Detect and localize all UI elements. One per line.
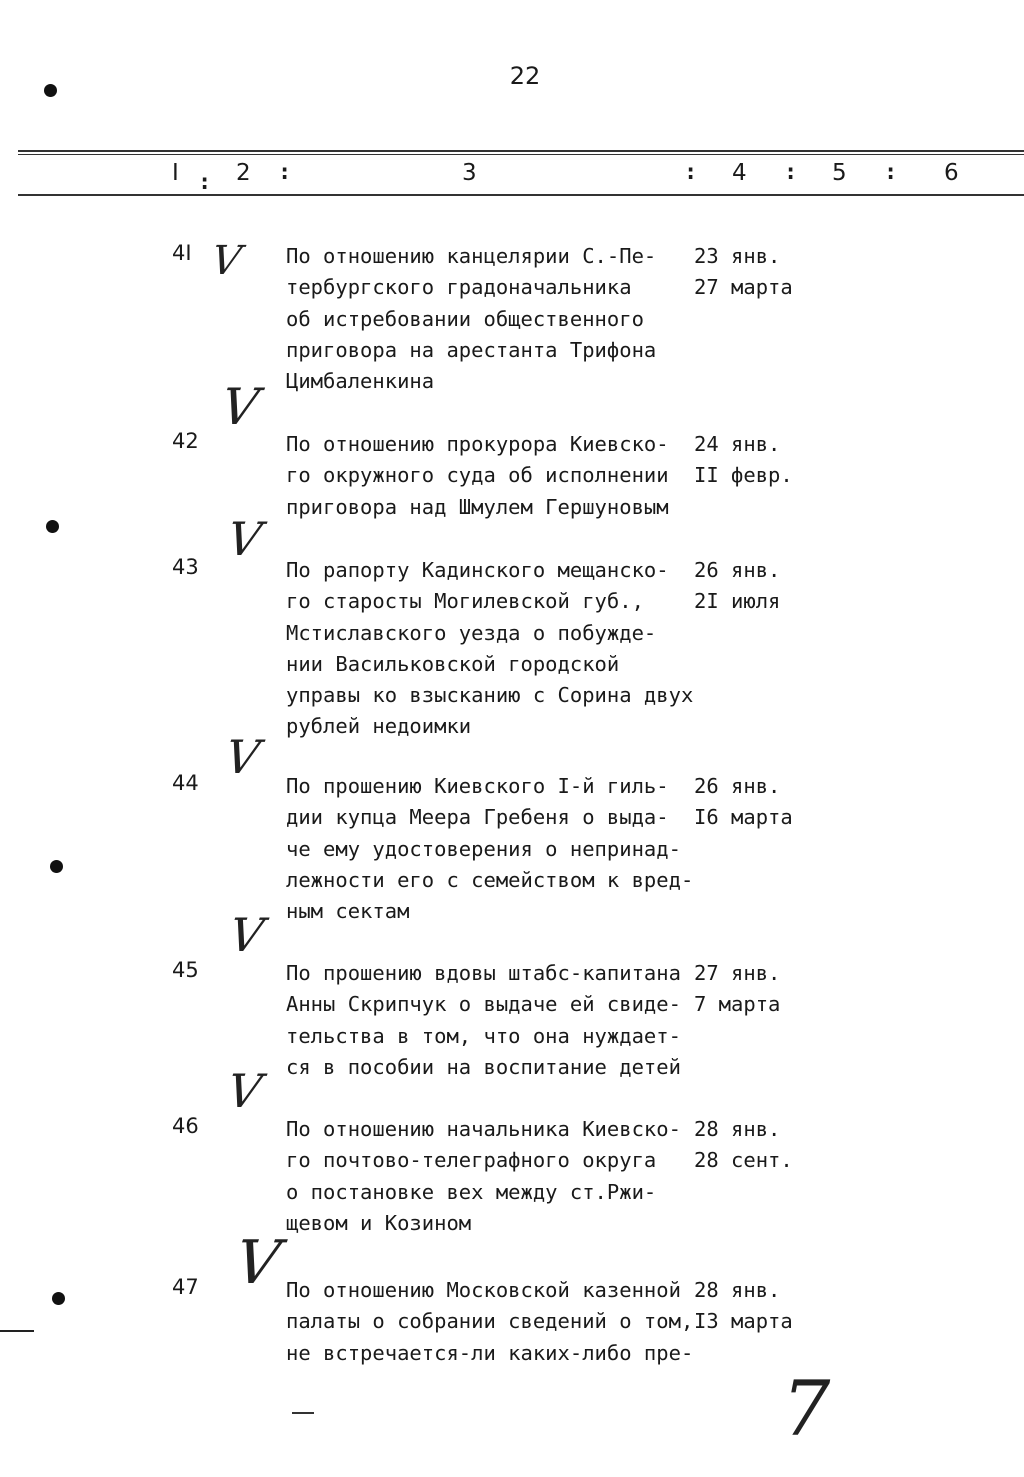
description-line: ным сектам	[286, 899, 410, 924]
description-line: го почтово-телеграфного округа	[286, 1148, 657, 1173]
header-rule-top-double	[18, 154, 1024, 155]
description-line: управы ко взысканию с Сорина двух	[286, 683, 694, 708]
handwritten-folio-number: 7	[782, 1364, 831, 1453]
entry-description	[286, 771, 706, 927]
description-line: Анны Скрипчук о выдаче ей свиде-	[286, 992, 681, 1017]
entry-description	[286, 1114, 706, 1239]
handwritten-check-mark: V	[231, 1228, 285, 1298]
description-line: тербургского градоначальника	[286, 275, 632, 300]
description-line: не встречается-ли каких-либо пре-	[286, 1340, 694, 1365]
description-line: нии Васильковской городской	[286, 651, 620, 676]
description-line: че ему удостоверения о непринад-	[286, 836, 681, 861]
description-line: щевом и Козином	[286, 1210, 472, 1235]
page-number: 22	[509, 62, 541, 90]
description-line: лежности его с семейством к вред-	[286, 867, 694, 892]
end-date: II февр.	[694, 463, 793, 488]
entry-number: 44	[172, 771, 199, 795]
description-line: рублей недоимки	[286, 714, 472, 739]
punch-hole	[52, 1292, 65, 1305]
column-separator: :	[684, 160, 698, 185]
description-line: приговора над Шмулем Гершуновым	[286, 494, 669, 519]
handwritten-check-mark: V	[222, 730, 264, 784]
column-separator: :	[784, 160, 798, 185]
entry-number: 4I	[172, 241, 192, 265]
entry-description	[286, 1275, 706, 1369]
description-line: го старосты Могилевской губ.,	[286, 589, 644, 614]
header-rule-bottom	[18, 194, 1024, 196]
description-line: По отношению канцелярии С.-Пе-	[286, 244, 657, 268]
handwritten-check-mark: V	[226, 908, 268, 962]
start-date: 26 янв.	[694, 774, 781, 798]
description-line: Цимбаленкина	[286, 369, 435, 394]
column-separator: :	[278, 160, 292, 185]
entry-dates	[694, 771, 824, 834]
description-line: По отношению начальника Киевско-	[286, 1117, 681, 1141]
description-line: ся в пособии на воспитание детей	[286, 1054, 681, 1079]
start-date: 24 янв.	[694, 432, 781, 456]
punch-hole	[44, 84, 57, 97]
margin-mark	[0, 1330, 34, 1332]
end-date: I6 марта	[694, 805, 793, 830]
column-separator: :	[884, 160, 898, 185]
column-header-6: 6	[944, 160, 959, 186]
entry-description	[286, 241, 706, 397]
description-line: По прошению вдовы штабс-капитана	[286, 961, 681, 985]
end-date: 28 сент.	[694, 1148, 793, 1173]
entry-dates	[694, 241, 824, 304]
handwritten-check-mark: V	[208, 238, 245, 284]
punch-hole	[46, 520, 59, 533]
end-date: 27 марта	[694, 275, 793, 300]
description-line: го окружного суда об исполнении	[286, 463, 669, 488]
column-header-3: 3	[462, 160, 477, 186]
entry-dates	[694, 555, 824, 618]
handwritten-check-mark: V	[217, 378, 263, 436]
entry-description	[286, 429, 706, 523]
entry-dates	[694, 429, 824, 492]
column-header-5: 5	[832, 160, 847, 186]
entry-dates	[694, 958, 824, 1021]
description-line: тельства в том, что она нуждает-	[286, 1023, 681, 1048]
description-line: По отношению Московской казенной	[286, 1278, 681, 1302]
handwritten-check-mark: V	[224, 1064, 266, 1118]
column-header-4: 4	[732, 160, 747, 186]
start-date: 28 янв.	[694, 1278, 781, 1302]
description-line: приговора на арестанта Трифона	[286, 337, 657, 362]
entry-number: 46	[172, 1114, 199, 1138]
description-line: Мстиславского уезда о побужде-	[286, 620, 657, 645]
description-line: об истребовании общественного	[286, 306, 644, 331]
start-date: 27 янв.	[694, 961, 781, 985]
description-line: палаты о собрании сведений о том,	[286, 1309, 694, 1334]
header-rule-top	[18, 150, 1024, 152]
entry-number: 47	[172, 1275, 199, 1299]
description-line: По рапорту Кадинского мещанско-	[286, 558, 669, 582]
entry-number: 43	[172, 555, 199, 579]
entry-dates	[694, 1275, 824, 1338]
entry-number: 42	[172, 429, 199, 453]
description-line: о постановке вех между ст.Ржи-	[286, 1179, 657, 1204]
column-header-2: 2	[236, 160, 251, 186]
description-line: По прошению Киевского I-й гиль-	[286, 774, 669, 798]
description-line: По отношению прокурора Киевско-	[286, 432, 669, 456]
end-date: 7 марта	[694, 992, 781, 1017]
column-separator: :	[198, 170, 212, 195]
entry-description	[286, 958, 706, 1083]
end-date: I3 марта	[694, 1309, 793, 1334]
footer-dash	[292, 1412, 314, 1414]
punch-hole	[50, 860, 63, 873]
description-line: дии купца Меера Гребеня о выда-	[286, 805, 669, 830]
entry-dates	[694, 1114, 824, 1177]
entry-number: 45	[172, 958, 199, 982]
handwritten-check-mark: V	[224, 512, 266, 566]
end-date: 2I июля	[694, 589, 781, 614]
entry-description	[286, 555, 706, 743]
column-header-1: I	[172, 160, 179, 186]
start-date: 23 янв.	[694, 244, 781, 268]
start-date: 28 янв.	[694, 1117, 781, 1141]
start-date: 26 янв.	[694, 558, 781, 582]
